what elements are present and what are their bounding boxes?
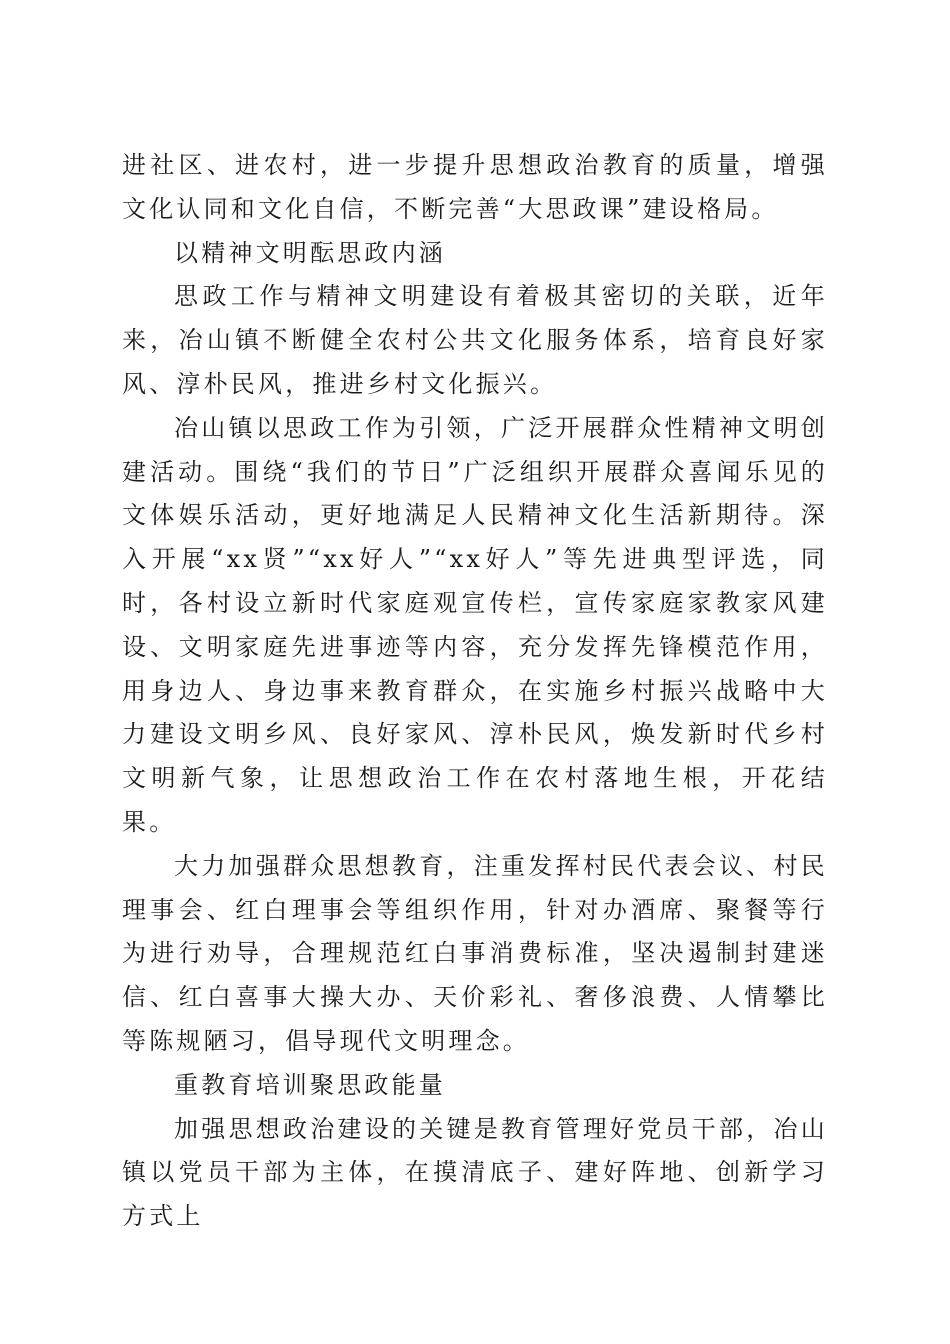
paragraph-intro: 思政工作与精神文明建设有着极其密切的关联，近年来，冶山镇不断健全农村公共文化服务体系，培育良好家风、淳朴民风，推进乡村文化振兴。 [122,282,828,398]
section-heading-spiritual-civilization: 以精神文明酝思政内涵 [174,238,446,267]
paragraph-education: 大力加强群众思想教育，注重发挥村民代表会议、村民理事会、红白理事会等组织作用，针对办酒席、聚餐等行为进行劝导，合理规范红白事消费标准，坚决遏制封建迷信、红白喜事大操大办、天价彩礼、奢侈浪费、人情攀比等陈规陋习，倡导现代文明理念。 [122,851,828,1055]
paragraph-activities: 冶山镇以思政工作为引领，广泛开展群众性精神文明创建活动。围绕“我们的节日”广泛组织开展群众喜闻乐见的文体娱乐活动，更好地满足人民精神文化生活新期待。深入开展“xx贤”“xx好人”“xx好人”等先进典型评选，同时，各村设立新时代家庭观宣传栏，宣传家庭家教家风建设、文明家庭先进事迹等内容，充分发挥先锋模范作用，用身边人、身边事来教育群众，在实施乡村振兴战略中大力建设文明乡风、良好家风、淳朴民风，焕发新时代乡村文明新气象，让思想政治工作在农村落地生根，开花结果。 [122,413,828,836]
section-heading-training: 重教育培训聚思政能量 [174,1070,446,1099]
document-page [122,144,828,1239]
paragraph-cadres: 加强思想政治建设的关键是教育管理好党员干部，冶山镇以党员干部为主体，在摸清底子、建好阵地、创新学习方式上 [122,1114,828,1231]
paragraph-continuation: 进社区、进农村，进一步提升思想政治教育的质量，增强文化认同和文化自信，不断完善“大思政课”建设格局。 [122,151,828,223]
